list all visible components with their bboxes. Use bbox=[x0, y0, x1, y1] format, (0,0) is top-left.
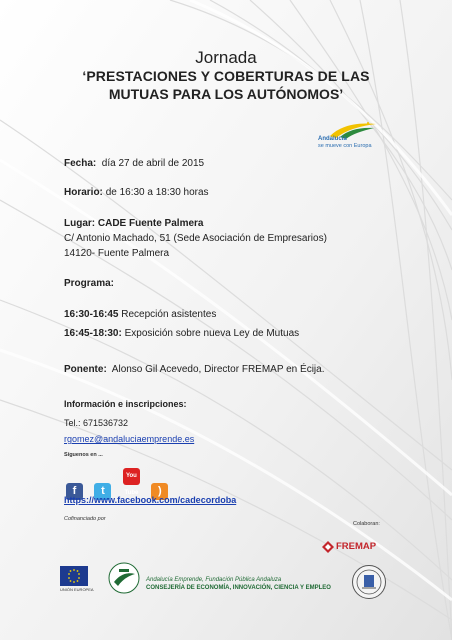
programa-label: Programa: bbox=[64, 278, 115, 289]
contact-tel: Tel.: 671536732 bbox=[64, 418, 129, 428]
colaboran-label: Colaboran: bbox=[353, 521, 380, 527]
ponente-label: Ponente: bbox=[64, 364, 107, 375]
twitter-icon[interactable]: t bbox=[94, 483, 111, 500]
fecha-label: Fecha: bbox=[64, 158, 97, 169]
program-text: Exposición sobre nueva Ley de Mutuas bbox=[124, 328, 300, 339]
junta-text-line1: Andalucía Emprende, Fundación Pública Andaluza bbox=[146, 577, 282, 583]
program-item bbox=[64, 309, 216, 320]
horario-row bbox=[64, 187, 209, 198]
lugar-label: Lugar: CADE Fuente Palmera bbox=[64, 218, 204, 229]
event-title-line2: MUTUAS PARA LOS AUTÓNOMOS’ bbox=[108, 86, 344, 102]
empresarios-seal-logo bbox=[352, 565, 386, 599]
cofinanciado-label: Cofinanciado por bbox=[64, 516, 106, 522]
fecha-row bbox=[64, 158, 204, 169]
junta-text bbox=[146, 576, 331, 592]
andalucia-logo-line2: se mueve con Europa bbox=[318, 143, 372, 149]
address-line1: C/ Antonio Machado, 51 (Sede Asociación de Empresarios) bbox=[64, 233, 327, 244]
eu-flag-logo bbox=[60, 566, 88, 586]
fremap-logo bbox=[322, 540, 392, 556]
program-time: 16:30-16:45 bbox=[64, 309, 119, 320]
horario-value: de 16:30 a 18:30 horas bbox=[105, 187, 209, 198]
rss-icon[interactable]: ) bbox=[151, 483, 168, 500]
contact-email-link[interactable]: rgomez@andaluciaemprende.es bbox=[64, 434, 195, 444]
contact-label: Información e inscripciones: bbox=[64, 399, 187, 409]
facebook-icon[interactable]: f bbox=[66, 483, 83, 500]
andalucia-europa-logo bbox=[318, 120, 378, 154]
title-jornada: Jornada bbox=[195, 48, 257, 67]
facebook-url-link[interactable]: https://www.facebook.com/cadecordoba bbox=[64, 495, 237, 505]
fecha-value: día 27 de abril de 2015 bbox=[101, 158, 205, 169]
eu-label: UNIÓN EUROPEA bbox=[60, 587, 94, 592]
social-icons bbox=[66, 468, 175, 497]
ponente-value: Alonso Gil Acevedo, Director FREMAP en Écija. bbox=[111, 364, 325, 375]
ponente-row bbox=[64, 364, 324, 375]
horario-label: Horario: bbox=[64, 187, 103, 198]
youtube-icon[interactable]: You Tube bbox=[123, 468, 140, 485]
junta-text-line2: CONSEJERÍA DE ECONOMÍA, INNOVACIÓN, CIENCIA Y EMPLEO bbox=[146, 585, 331, 591]
event-title-line1: ‘PRESTACIONES Y COBERTURAS DE LAS bbox=[82, 68, 370, 84]
junta-emblem-icon bbox=[108, 562, 140, 594]
seal-emblem-icon bbox=[353, 566, 385, 598]
program-text: Recepción asistentes bbox=[121, 309, 217, 320]
program-item bbox=[64, 328, 299, 339]
eu-stars-icon bbox=[60, 566, 88, 586]
junta-andalucia-logo bbox=[108, 562, 140, 594]
fremap-mark-icon bbox=[322, 541, 334, 553]
andalucia-logo-line1: Andalucía bbox=[318, 136, 347, 142]
follow-us-label: Síguenos en ... bbox=[64, 452, 103, 458]
address-line2: 14120- Fuente Palmera bbox=[64, 248, 170, 259]
program-time: 16:45-18:30: bbox=[64, 328, 122, 339]
fremap-logo-text: FREMAP bbox=[336, 541, 377, 552]
